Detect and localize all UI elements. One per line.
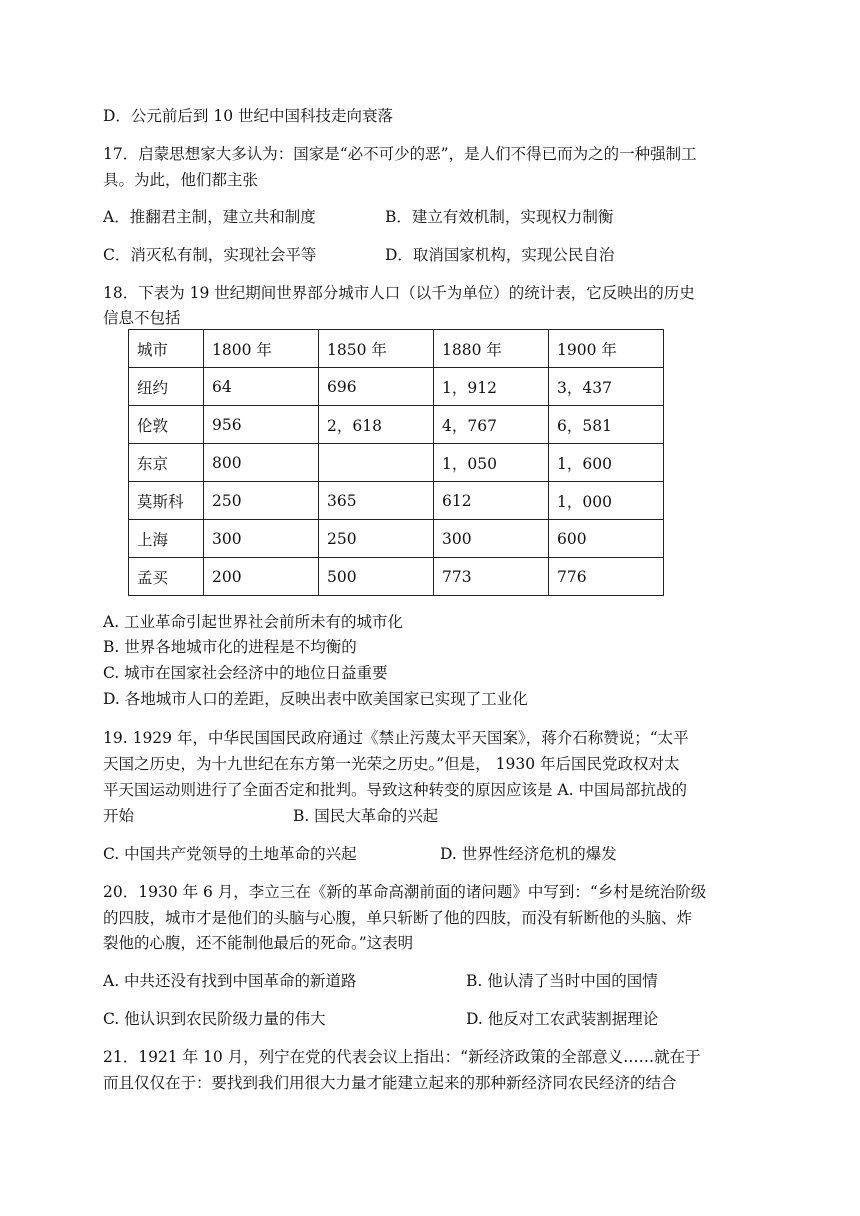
q21-stem-line1: 21．1921 年 10 月，列宁在党的代表会议上指出：“新经济政策的全部意义……就在于 [103,1048,701,1066]
table-header-row [129,330,664,368]
q18-option-c: C. 城市在国家社会经济中的地位日益重要 [103,664,388,682]
q21-stem-line2: 而且仅仅在于：要找到我们用很大力量才能建立起来的那种新经济同农民经济的结合 [103,1074,677,1092]
q19-option-b: B. 国民大革命的兴起 [293,807,439,825]
q17-stem-line2: 具。为此，他们都主张 [103,171,259,189]
q17-option-c: C．消灭私有制，实现社会平等 [103,246,317,264]
q18-option-a: A. 工业革命引起世界社会前所未有的城市化 [103,613,404,631]
table-row [129,482,664,520]
table-cell: 1，600 [549,444,664,482]
table-cell: 孟买 [129,558,204,596]
table-cell: 696 [319,368,434,406]
table-cell: 莫斯科 [129,482,204,520]
q20-stem-line3: 裂他的心腹，还不能制他最后的死命。”这表明 [103,934,414,952]
table-cell: 纽约 [129,368,204,406]
q20-stem-line1: 20．1930 年 6 月，李立三在《新的革命高潮前面的诸问题》中写到：“乡村是统治阶级 [103,883,707,901]
q19-stem-line1: 19. 1929 年，中华民国国民政府通过《禁止污蔑太平天国案》，蒋介石称赞说；“太平 [103,729,689,747]
table-cell: 200 [204,558,319,596]
table-cell: 600 [549,520,664,558]
table-cell: 东京 [129,444,204,482]
table-header-cell: 1850 年 [319,330,434,368]
table-cell: 776 [549,558,664,596]
q17-option-b: B．建立有效机制，实现权力制衡 [385,208,614,226]
q19-option-d: D. 世界性经济危机的爆发 [440,845,617,863]
q17-stem-line1: 17．启蒙思想家大多认为：国家是“必不可少的恶”，是人们不得已而为之的一种强制工 [103,145,697,163]
table-cell: 6，581 [549,406,664,444]
table-header-cell: 城市 [129,330,204,368]
table-row [129,368,664,406]
table-cell: 300 [204,520,319,558]
q18-stem-line2: 信息不包括 [103,309,181,327]
q19-stem-line3: 平天国运动则进行了全面否定和批判。导致这种转变的原因应该是 A. 中国局部抗战的 [103,781,687,799]
table-cell: 956 [204,406,319,444]
table-header-cell: 1800 年 [204,330,319,368]
table-cell: 64 [204,368,319,406]
q19-stem-line4: 开始 [103,807,135,825]
q20-option-c: C. 他认识到农民阶级力量的伟大 [103,1010,326,1028]
q18-option-d: D. 各地城市人口的差距，反映出表中欧美国家已实现了工业化 [103,690,528,708]
table-header-cell: 1900 年 [549,330,664,368]
table-cell: 上海 [129,520,204,558]
table-cell: 1，050 [434,444,549,482]
table-cell: 773 [434,558,549,596]
table-row [129,406,664,444]
table-row [129,558,664,596]
q19-option-c: C. 中国共产党领导的土地革命的兴起 [103,845,357,863]
table-row [129,520,664,558]
table-row [129,444,664,482]
table-header-cell: 1880 年 [434,330,549,368]
q17-option-a: A．推翻君主制，建立共和制度 [103,208,316,226]
table-cell: 500 [319,558,434,596]
q20-option-a: A. 中共还没有找到中国革命的新道路 [103,972,357,990]
table-cell: 250 [319,520,434,558]
table-cell: 300 [434,520,549,558]
table-cell: 800 [204,444,319,482]
table-cell: 2，618 [319,406,434,444]
table-cell [319,444,434,482]
q18-option-b: B. 世界各地城市化的进程是不均衡的 [103,638,357,656]
q16-option-d: D．公元前后到 10 世纪中国科技走向衰落 [103,107,394,125]
q17-option-d: D．取消国家机构，实现公民自治 [385,246,615,264]
table-cell: 伦敦 [129,406,204,444]
table-cell: 250 [204,482,319,520]
q20-option-b: B. 他认清了当时中国的国情 [466,972,658,990]
table-cell: 3，437 [549,368,664,406]
table-cell: 4，767 [434,406,549,444]
q20-option-d: D. 他反对工农武装割据理论 [466,1010,659,1028]
q20-stem-line2: 的四肢，城市才是他们的头脑与心腹，单只斩断了他的四肢，而没有斩断他的头脑、炸 [103,909,693,927]
q18-stem-line1: 18．下表为 19 世纪期间世界部分城市人口（以千为单位）的统计表，它反映出的历史 [103,284,695,302]
table-cell: 1，000 [549,482,664,520]
q19-stem-line2: 天国之历史，为十九世纪在东方第一光荣之历史。”但是， 1930 年后国民党政权对太 [103,755,680,773]
table-cell: 1，912 [434,368,549,406]
table-cell: 365 [319,482,434,520]
table-cell: 612 [434,482,549,520]
city-population-table [128,329,664,596]
